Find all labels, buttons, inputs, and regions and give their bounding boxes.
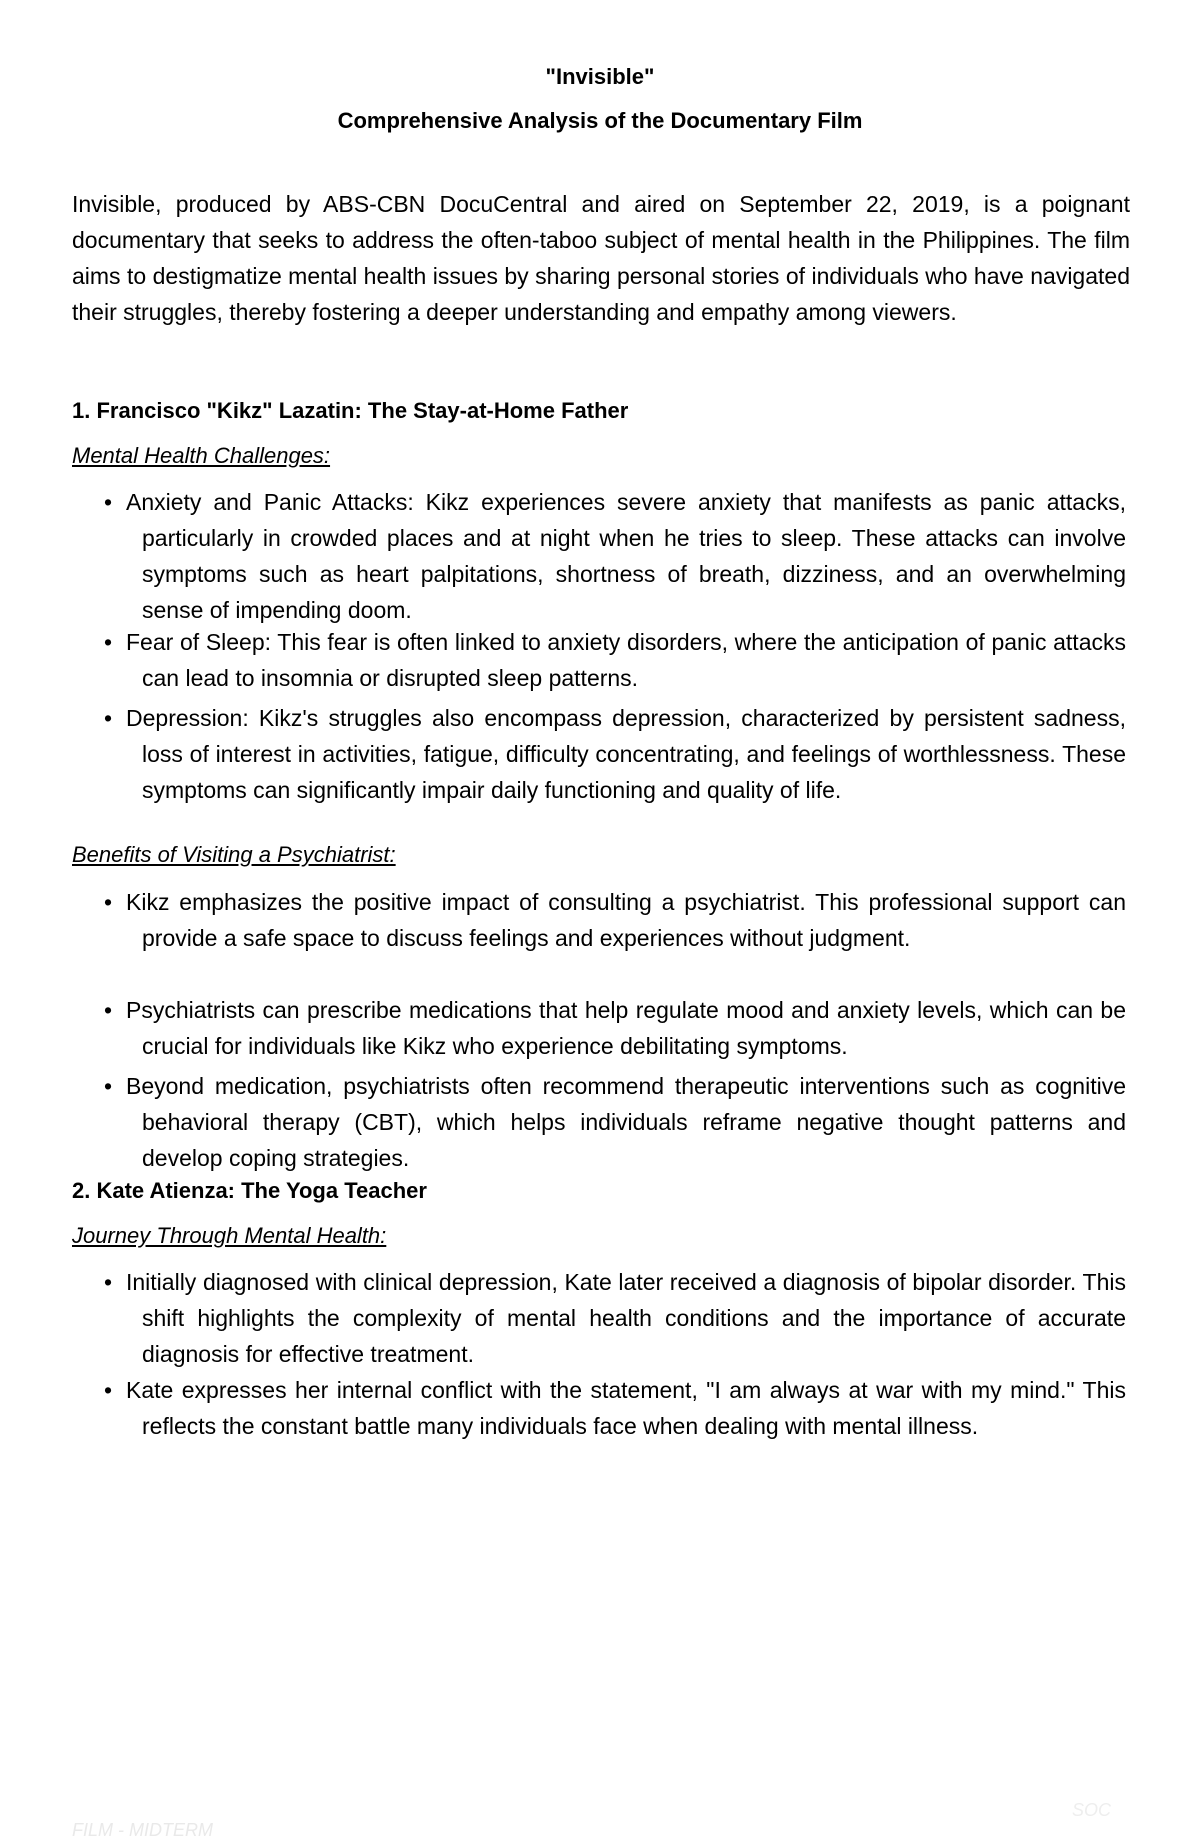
bullet-icon: •: [104, 629, 113, 655]
section-1-heading: 1. Francisco "Kikz" Lazatin: The Stay-at-Home Father: [72, 398, 629, 423]
bullet-icon: •: [104, 705, 113, 731]
bullet-icon: •: [104, 1269, 113, 1295]
section-2-heading: 2. Kate Atienza: The Yoga Teacher: [72, 1178, 427, 1203]
list-item: • Psychiatrists can prescribe medications that help regulate mood and anxiety levels, which can be crucial for individuals like Kikz who experience debilitating symptoms.: [104, 992, 1126, 1064]
intro-paragraph: Invisible, produced by ABS-CBN DocuCentral and aired on September 22, 2019, is a poignant documentary that seeks to address the often-taboo subject of mental health in the Philippines. The film aims to destigmatize mental health issues by sharing personal stories of individuals who have navigated their struggles, thereby fostering a deeper understanding and empathy among viewers.: [72, 191, 1130, 325]
document-title: "Invisible": [545, 64, 655, 89]
list-item: • Initially diagnosed with clinical depression, Kate later received a diagnosis of bipolar disorder. This shift highlights the complexity of mental health conditions and the importance of accurate diagnosis for effective treatment.: [104, 1264, 1126, 1372]
bullet-icon: •: [104, 1377, 113, 1403]
list-item: • Beyond medication, psychiatrists often recommend therapeutic interventions such as cognitive behavioral therapy (CBT), which helps individuals reframe negative thought patterns and develop coping strategies.: [104, 1068, 1126, 1176]
section-2-subheading-journey: Journey Through Mental Health:: [72, 1223, 387, 1248]
bullet-icon: •: [104, 1073, 113, 1099]
section-1-subheading-challenges: Mental Health Challenges:: [72, 443, 331, 468]
bullet-icon: •: [104, 889, 113, 915]
section-1-subheading-benefits: Benefits of Visiting a Psychiatrist:: [72, 842, 396, 867]
list-item: • Anxiety and Panic Attacks: Kikz experiences severe anxiety that manifests as panic attacks, particularly in crowded places and at night when he tries to sleep. These attacks can involve symptoms such as heart palpitations, shortness of breath, dizziness, and an overwhelming sense of impending doom.: [104, 484, 1126, 628]
list-item: • Fear of Sleep: This fear is often linked to anxiety disorders, where the anticipation of panic attacks can lead to insomnia or disrupted sleep patterns.: [104, 624, 1126, 696]
bullet-icon: •: [104, 489, 113, 515]
list-item: • Kikz emphasizes the positive impact of consulting a psychiatrist. This professional support can provide a safe space to discuss feelings and experiences without judgment.: [104, 884, 1126, 956]
document-subtitle: Comprehensive Analysis of the Documentary Film: [337, 108, 863, 133]
list-item: • Depression: Kikz's struggles also encompass depression, characterized by persistent sadness, loss of interest in activities, fatigue, difficulty concentrating, and feelings of worthlessness. These symptoms can significantly impair daily functioning and quality of life.: [104, 700, 1126, 808]
footer-watermark-right: SOC: [1072, 1800, 1112, 1820]
bullet-icon: •: [104, 997, 113, 1023]
footer-watermark-left: FILM - MIDTERM: [72, 1820, 213, 1840]
list-item: • Kate expresses her internal conflict with the statement, "I am always at war with my mind." This reflects the constant battle many individuals face when dealing with mental illness.: [104, 1372, 1126, 1444]
